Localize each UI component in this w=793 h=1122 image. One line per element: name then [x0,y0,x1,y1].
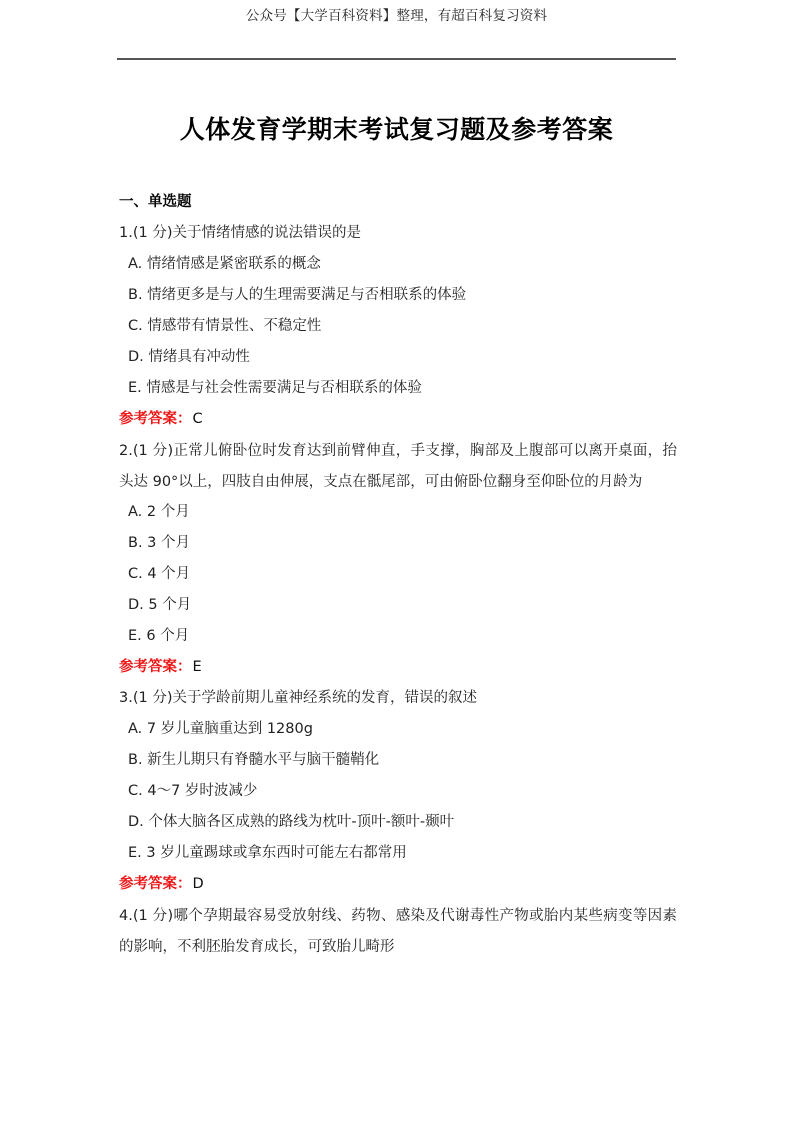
question-3 [119,684,677,901]
option-a: A. 7 岁儿童脑重达到 1280g [128,721,313,737]
answer-line [119,653,677,684]
option-e: E. 3 岁儿童踢球或拿东西时可能左右都常用 [128,845,407,861]
option-b: B. 3 个月 [128,535,191,551]
option-d: D. 个体大脑各区成熟的路线为枕叶-顶叶-额叶-颞叶 [128,814,455,830]
question-4 [119,901,677,963]
answer-line [119,870,677,901]
option-d: D. 情绪具有冲动性 [128,349,250,365]
answer-label: 参考答案： [119,876,192,892]
option-c: C. 4 个月 [128,566,191,582]
option-c: C. 4～7 岁时波减少 [128,783,258,799]
section-title: 一、单选题 [119,194,192,210]
document-body [119,188,677,963]
option-b: B. 新生儿期只有脊髓水平与脑干髓鞘化 [128,752,380,768]
document-title: 人体发育学期末考试复习题及参考答案 [179,115,614,144]
header-rule [117,58,676,60]
option-d: D. 5 个月 [128,597,192,613]
option-b: B. 情绪更多是与人的生理需要满足与否相联系的体验 [128,287,467,303]
option-c: C. 情感带有情景性、不稳定性 [128,318,322,334]
answer-label: 参考答案： [119,659,192,675]
answer-line [119,405,677,436]
question-stem: 1.(1 分)关于情绪情感的说法错误的是 [119,225,361,241]
answer-label: 参考答案： [119,411,192,427]
option-a: A. 情绪情感是紧密联系的概念 [128,256,321,272]
page-header: 公众号【大学百科资料】整理，有超百科复习资料 [245,8,548,24]
question-stem: 3.(1 分)关于学龄前期儿童神经系统的发育，错误的叙述 [119,690,477,706]
option-e: E. 情感是与社会性需要满足与否相联系的体验 [128,380,422,396]
answer-value: D [192,876,204,892]
option-a: A. 2 个月 [128,504,190,520]
answer-value: E [192,659,202,675]
option-e: E. 6 个月 [128,628,190,644]
question-stem: 4.(1 分)哪个孕期最容易受放射线、药物、感染及代谢毒性产物或胎内某些病变等因素的影响，不利胚胎发育成长，可致胎儿畸形 [119,908,677,955]
question-stem: 2.(1 分)正常儿俯卧位时发育达到前臂伸直，手支撑，胸部及上腹部可以离开桌面，抬头达 90°以上，四肢自由伸展，支点在骶尾部，可由俯卧位翻身至仰卧位的月龄为 [119,443,677,490]
answer-value: C [192,411,203,427]
question-2 [119,436,677,684]
question-1 [119,219,677,436]
